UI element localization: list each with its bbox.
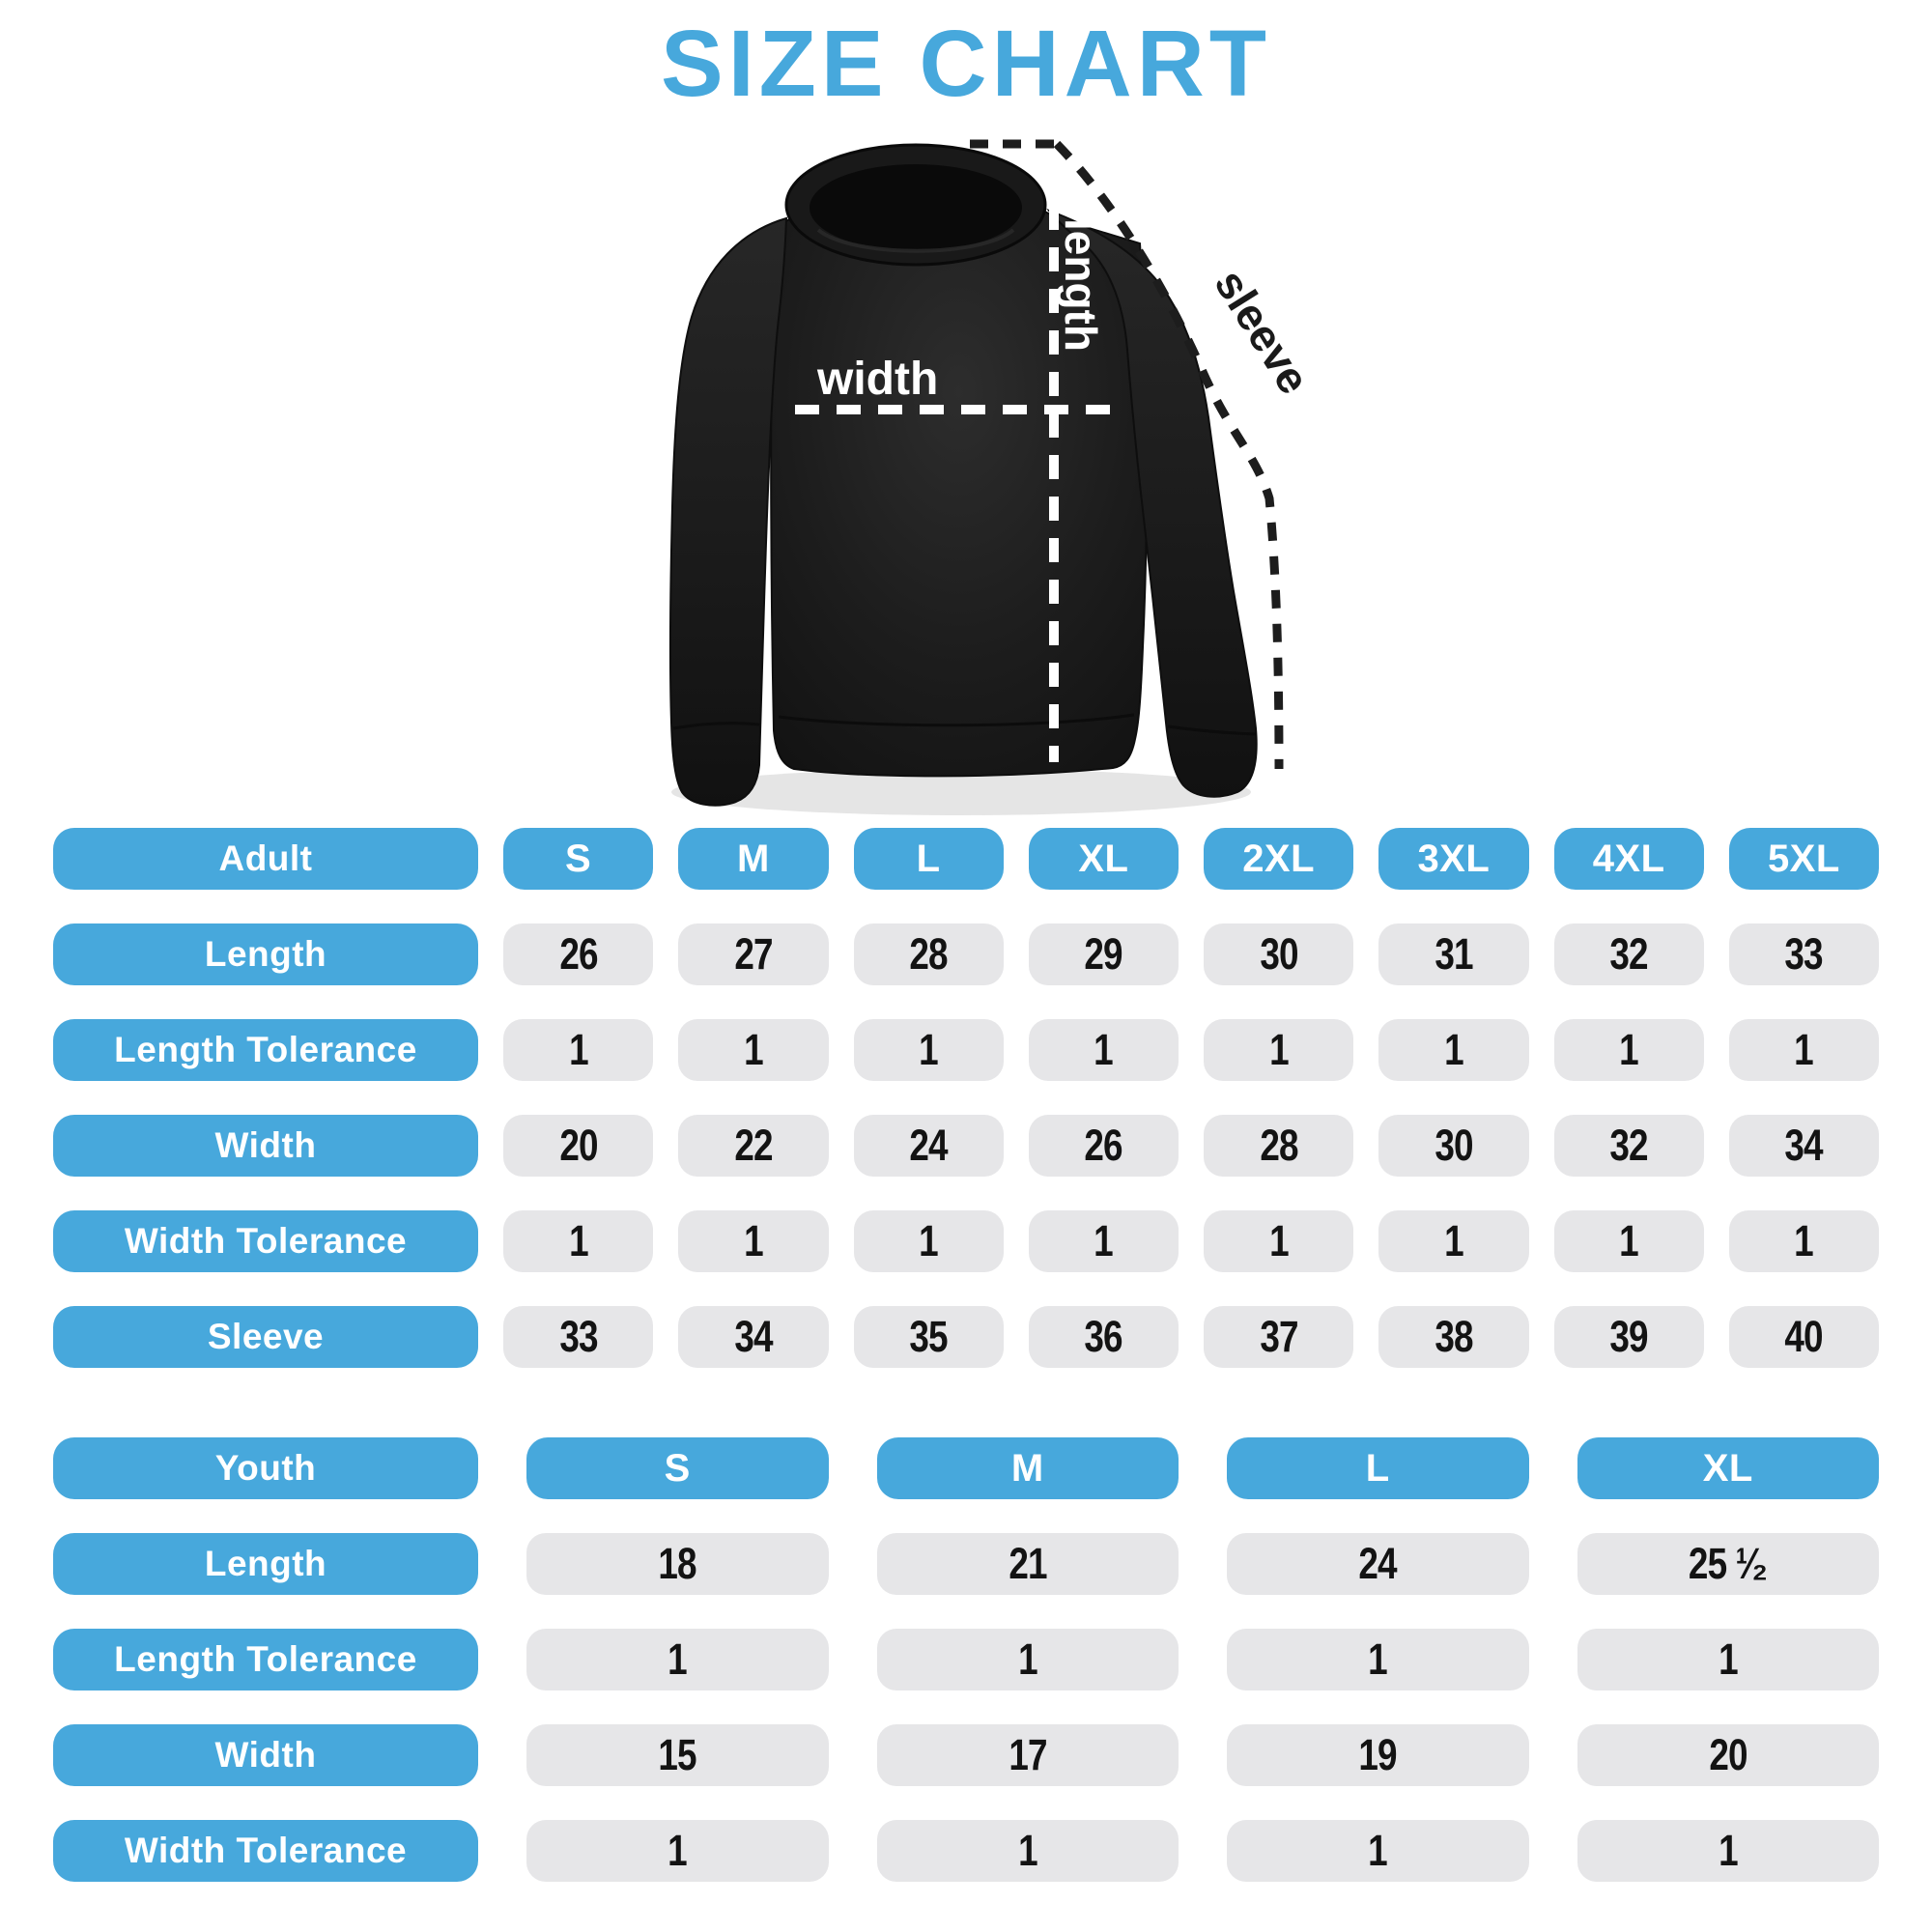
cell-value: 35 [909, 1312, 948, 1361]
sweatshirt-left-sleeve [670, 218, 786, 806]
adult-table-header: Adult [53, 828, 478, 890]
adult-size-col-header: XL [1029, 828, 1179, 890]
adult-cell [1554, 1115, 1704, 1177]
adult-cell [1204, 1019, 1353, 1081]
adult-cell [503, 1019, 653, 1081]
cell-value: 19 [1358, 1730, 1397, 1779]
youth-cell [1577, 1533, 1880, 1595]
adult-size-col-header: 2XL [1204, 828, 1353, 890]
cell-value: 1 [1619, 1025, 1638, 1074]
adult-cell [1029, 1306, 1179, 1368]
youth-cell [526, 1533, 829, 1595]
cell-value: 20 [1709, 1730, 1747, 1779]
cell-value: 15 [658, 1730, 696, 1779]
adult-cell [1729, 1115, 1879, 1177]
youth-row-label: Length Tolerance [53, 1629, 478, 1690]
cell-value: 22 [734, 1121, 773, 1170]
adult-size-col-header: 3XL [1378, 828, 1528, 890]
youth-cell [1577, 1724, 1880, 1786]
adult-cell [1029, 923, 1179, 985]
youth-cell [526, 1724, 829, 1786]
cell-value: 30 [1259, 929, 1298, 979]
adult-row-label: Sleeve [53, 1306, 478, 1368]
cell-value: 1 [1017, 1634, 1037, 1684]
cell-value: 31 [1435, 929, 1473, 979]
adult-row-label: Width Tolerance [53, 1210, 478, 1272]
adult-cell [1378, 1115, 1528, 1177]
adult-cell [678, 923, 828, 985]
youth-cell [526, 1820, 829, 1882]
adult-cell [1378, 1210, 1528, 1272]
cell-value: 30 [1435, 1121, 1473, 1170]
adult-cell [1729, 1306, 1879, 1368]
adult-cell [1029, 1115, 1179, 1177]
cell-value: 24 [1358, 1539, 1397, 1588]
youth-cell [1577, 1629, 1880, 1690]
adult-cell [854, 1210, 1004, 1272]
adult-cell [1378, 923, 1528, 985]
cell-value: 26 [558, 929, 598, 979]
cell-value: 1 [1718, 1634, 1738, 1684]
cell-value: 29 [1084, 929, 1123, 979]
adult-cell [503, 1210, 653, 1272]
cell-value: 1 [1718, 1826, 1738, 1875]
adult-cell [678, 1210, 828, 1272]
cell-value: 1 [1368, 1826, 1388, 1875]
cell-value: 1 [1794, 1025, 1814, 1074]
cell-value: 34 [1784, 1121, 1824, 1170]
cell-value: 21 [1009, 1539, 1047, 1588]
adult-cell [1554, 1306, 1704, 1368]
adult-row-label: Length Tolerance [53, 1019, 478, 1081]
cell-value: 1 [1444, 1025, 1463, 1074]
adult-cell [1204, 923, 1353, 985]
youth-size-col-header: L [1227, 1437, 1529, 1499]
youth-cell [1227, 1724, 1529, 1786]
adult-cell [1554, 923, 1704, 985]
adult-cell [854, 1019, 1004, 1081]
adult-size-table [53, 828, 1879, 1368]
cell-value: 1 [1619, 1216, 1638, 1265]
adult-cell [678, 1306, 828, 1368]
youth-cell [1227, 1820, 1529, 1882]
length-label: length [1056, 218, 1106, 352]
adult-cell [678, 1115, 828, 1177]
adult-cell [854, 1306, 1004, 1368]
cell-value: 1 [668, 1634, 688, 1684]
cell-value: 32 [1609, 1121, 1648, 1170]
adult-cell [503, 923, 653, 985]
adult-cell [503, 1306, 653, 1368]
adult-cell [1204, 1306, 1353, 1368]
cell-value: 28 [1259, 1121, 1298, 1170]
cell-value: 37 [1259, 1312, 1298, 1361]
adult-size-col-header: L [854, 828, 1004, 890]
cell-value: 32 [1609, 929, 1648, 979]
youth-table-header: Youth [53, 1437, 478, 1499]
youth-cell [877, 1629, 1179, 1690]
adult-cell [1554, 1019, 1704, 1081]
adult-cell [678, 1019, 828, 1081]
youth-cell [877, 1533, 1179, 1595]
adult-cell [1378, 1019, 1528, 1081]
cell-value: 1 [568, 1025, 588, 1074]
cell-value: 25 ¹⁄₂ [1689, 1539, 1768, 1588]
cell-value: 24 [909, 1121, 948, 1170]
cell-value: 18 [658, 1539, 696, 1588]
youth-size-col-header: S [526, 1437, 829, 1499]
adult-size-col-header: M [678, 828, 828, 890]
adult-cell [1029, 1210, 1179, 1272]
adult-row-label: Width [53, 1115, 478, 1177]
adult-cell [1729, 1019, 1879, 1081]
youth-cell [1227, 1533, 1529, 1595]
cell-value: 1 [919, 1025, 938, 1074]
cell-value: 1 [668, 1826, 688, 1875]
cell-value: 1 [744, 1216, 763, 1265]
adult-size-col-header: 5XL [1729, 828, 1879, 890]
youth-cell [877, 1820, 1179, 1882]
youth-size-col-header: M [877, 1437, 1179, 1499]
youth-row-label: Length [53, 1533, 478, 1595]
cell-value: 1 [1094, 1025, 1114, 1074]
cell-value: 39 [1609, 1312, 1648, 1361]
youth-size-col-header: XL [1577, 1437, 1880, 1499]
cell-value: 33 [1784, 929, 1824, 979]
page-title: SIZE CHART [661, 11, 1271, 116]
youth-cell [526, 1629, 829, 1690]
adult-cell [1204, 1210, 1353, 1272]
cell-value: 1 [1794, 1216, 1814, 1265]
cell-value: 1 [1444, 1216, 1463, 1265]
youth-row-label: Width [53, 1724, 478, 1786]
adult-cell [503, 1115, 653, 1177]
adult-cell [1029, 1019, 1179, 1081]
youth-size-table [53, 1437, 1879, 1882]
youth-cell [1227, 1629, 1529, 1690]
cell-value: 33 [558, 1312, 598, 1361]
adult-cell [1204, 1115, 1353, 1177]
cell-value: 17 [1009, 1730, 1047, 1779]
cell-value: 26 [1084, 1121, 1123, 1170]
cell-value: 1 [568, 1216, 588, 1265]
cell-value: 1 [744, 1025, 763, 1074]
cell-value: 36 [1084, 1312, 1123, 1361]
adult-size-col-header: 4XL [1554, 828, 1704, 890]
collar-inner [810, 164, 1022, 251]
cell-value: 1 [1268, 1216, 1289, 1265]
cell-value: 38 [1435, 1312, 1473, 1361]
sweatshirt-measurement-diagram [580, 82, 1372, 884]
cell-value: 27 [734, 929, 773, 979]
cell-value: 1 [1368, 1634, 1388, 1684]
adult-cell [854, 923, 1004, 985]
cell-value: 34 [734, 1312, 773, 1361]
sleeve-label: sleeve [1205, 260, 1321, 403]
adult-cell [1729, 1210, 1879, 1272]
adult-cell [1378, 1306, 1528, 1368]
cell-value: 20 [558, 1121, 598, 1170]
width-label: width [817, 354, 939, 405]
youth-cell [1577, 1820, 1880, 1882]
adult-cell [854, 1115, 1004, 1177]
youth-cell [877, 1724, 1179, 1786]
adult-cell [1729, 923, 1879, 985]
cell-value: 1 [1268, 1025, 1289, 1074]
cell-value: 1 [1017, 1826, 1037, 1875]
cell-value: 1 [919, 1216, 938, 1265]
adult-row-label: Length [53, 923, 478, 985]
cell-value: 1 [1094, 1216, 1114, 1265]
cell-value: 28 [909, 929, 948, 979]
sweatshirt-illustration [580, 82, 1372, 884]
youth-row-label: Width Tolerance [53, 1820, 478, 1882]
cell-value: 40 [1784, 1312, 1824, 1361]
adult-cell [1554, 1210, 1704, 1272]
adult-size-col-header: S [503, 828, 653, 890]
